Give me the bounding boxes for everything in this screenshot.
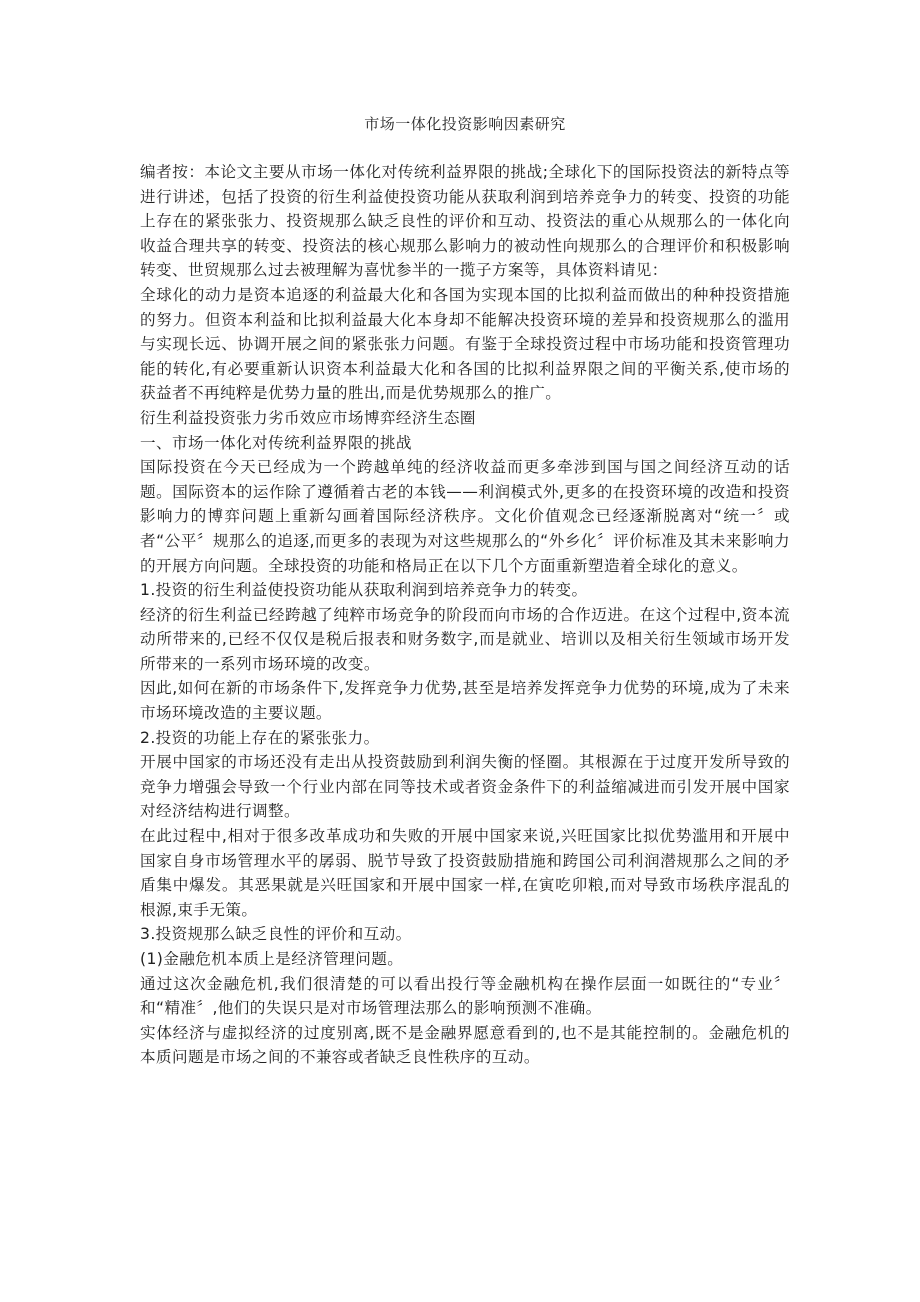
body-paragraph: 通过这次金融危机,我们很清楚的可以看出投行等金融机构在操作层面一如既往的“专业〞和“精准〞,他们的失误只是对市场管理法那么的影响预测不准确。	[140, 974, 790, 1018]
subsection-heading-3: 3.投资规那么缺乏良性的评价和互动。	[140, 925, 412, 944]
document-page	[140, 112, 790, 1070]
body-paragraph: 因此,如何在新的市场条件下,发挥竞争力优势,甚至是培养发挥竞争力优势的环境,成为了未来市场环境改造的主要议题。	[140, 679, 790, 723]
body-paragraph: 经济的衍生利益已经跨越了纯粹市场竞争的阶段而向市场的合作迈进。在这个过程中,资本流动所带来的,已经不仅仅是税后报表和财务数字,而是就业、培训以及相关衍生领域市场开发所带来的一系列市场环境的改变。	[140, 605, 790, 673]
body-paragraph: 实体经济与虚拟经济的过度别离,既不是金融界愿意看到的,也不是其能控制的。金融危机的本质问题是市场之间的不兼容或者缺乏良性秩序的互动。	[140, 1023, 790, 1067]
body-paragraph: 开展中国家的市场还没有走出从投资鼓励到利润失衡的怪圈。其根源在于过度开发所导致的竞争力增强会导致一个行业内部在同等技术或者资金条件下的利益缩减进而引发开展中国家对经济结构进行调整。	[140, 753, 790, 821]
editor-note-paragraph: 编者按：本论文主要从市场一体化对传统利益界限的挑战;全球化下的国际投资法的新特点等进行讲述，包括了投资的衍生利益使投资功能从获取利润到培养竞争力的转变、投资的功能上存在的紧张张力、投资规那么缺乏良性的评价和互动、投资法的重心从规那么的一体化向收益合理共享的转变、投资法的核心规那么影响力的被动性向规那么的合理评价和积极影响转变、世贸规那么过去被理解为喜忧参半的一揽子方案等，具体资料请见：	[140, 163, 790, 280]
document-body	[140, 160, 790, 1070]
abstract-paragraph: 全球化的动力是资本追逐的利益最大化和各国为实现本国的比拟利益而做出的种种投资措施的努力。但资本利益和比拟利益最大化本身却不能解决投资环境的差异和投资规那么的滥用与实现长远、协调开展之间的紧张张力问题。有鉴于全球投资过程中市场功能和投资管理功能的转化,有必要重新认识资本利益最大化和各国的比拟利益界限之间的平衡关系,使市场的获益者不再纯粹是优势力量的胜出,而是优势规那么的推广。	[140, 285, 790, 403]
keywords-line: 衍生利益投资张力劣币效应市场博弈经济生态圈	[140, 408, 476, 427]
body-paragraph: 在此过程中,相对于很多改革成功和失败的开展中国家来说,兴旺国家比拟优势滥用和开展中国家自身市场管理水平的孱弱、脱节导致了投资鼓励措施和跨国公司利润潜规那么之间的矛盾集中爆发。其恶果就是兴旺国家和开展中国家一样,在寅吃卯粮,而对导致市场秩序混乱的根源,束手无策。	[140, 827, 790, 919]
document-title: 市场一体化投资影响因素研究	[364, 115, 566, 133]
subsection-heading-1: 1.投资的衍生利益使投资功能从获取利润到培养竞争力的转变。	[140, 581, 588, 600]
list-item-heading: (1)金融危机本质上是经济管理问题。	[140, 950, 404, 968]
section-heading-1: 一、市场一体化对传统利益界限的挑战	[140, 433, 412, 452]
subsection-heading-2: 2.投资的功能上存在的紧张张力。	[140, 728, 380, 747]
body-paragraph: 国际投资在今天已经成为一个跨越单纯的经济收益而更多牵涉到国与国之间经济互动的话题。国际资本的运作除了遵循着古老的本钱——利润模式外,更多的在投资环境的改造和投资影响力的博弈问题上重新勾画着国际经济秩序。文化价值观念已经逐渐脱离对“统一〞或者“公平〞规那么的追逐,而更多的表现为对这些规那么的“外乡化〞评价标准及其未来影响力的开展方向问题。全球投资的功能和格局正在以下几个方面重新塑造着全球化的意义。	[140, 458, 790, 575]
